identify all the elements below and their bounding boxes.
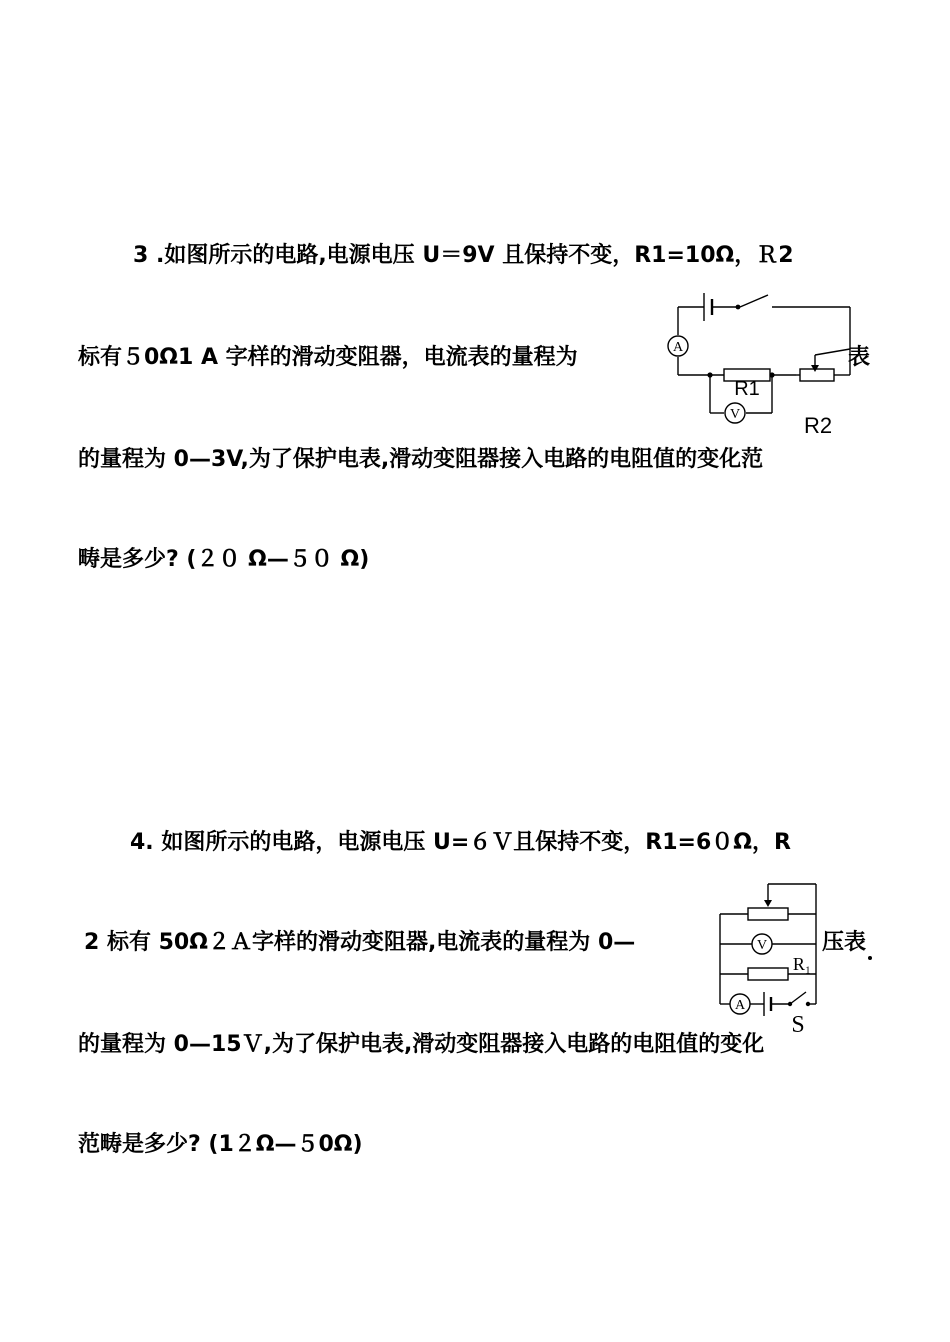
r1-label: R₁ xyxy=(792,954,812,974)
switch-blade xyxy=(740,295,768,307)
p3-line-4: 畴是多少? (２０ Ω—５０ Ω) xyxy=(78,547,370,572)
switch-label: S xyxy=(791,1012,805,1034)
p4-circuit-diagram xyxy=(708,874,878,1034)
p3-line-1: 3 .如图所示的电路,电源电压 U＝9V 且保持不变，R1=10Ω，Ｒ2 xyxy=(133,243,794,268)
p3-line-2: 标有５0Ω1 A 字样的滑动变阻器，电流表的量程为 xyxy=(78,345,578,370)
p4-line-1: 4. 如图所示的电路，电源电压 U=６Ｖ且保持不变，R1=6０Ω，R xyxy=(130,830,791,855)
voltmeter-label: V xyxy=(756,938,768,953)
ammeter-label: A xyxy=(672,340,684,355)
p4-line-2: 2 标有 50Ω２Ａ字样的滑动变阻器,电流表的量程为 0— xyxy=(84,930,636,955)
p3-line-3: 的量程为 0—3V,为了保护电表,滑动变阻器接入电路的电阻值的变化范 xyxy=(78,447,764,472)
p4-line-2-tail: 压表 xyxy=(822,930,867,955)
r1-label: R1 xyxy=(734,378,760,400)
p3-circuit-diagram xyxy=(660,285,870,435)
p3-line-2-tail: 表 xyxy=(848,345,871,370)
p4-line-4: 范畴是多少? (1２Ω—５0Ω) xyxy=(78,1132,363,1157)
voltmeter-label: V xyxy=(729,407,741,422)
switch-blade xyxy=(790,992,806,1004)
ammeter-label: A xyxy=(734,998,746,1013)
p4-line-3: 的量程为 0—15Ｖ,为了保护电表,滑动变阻器接入电路的电阻值的变化 xyxy=(78,1032,765,1057)
r2-label: R2 xyxy=(803,413,833,435)
